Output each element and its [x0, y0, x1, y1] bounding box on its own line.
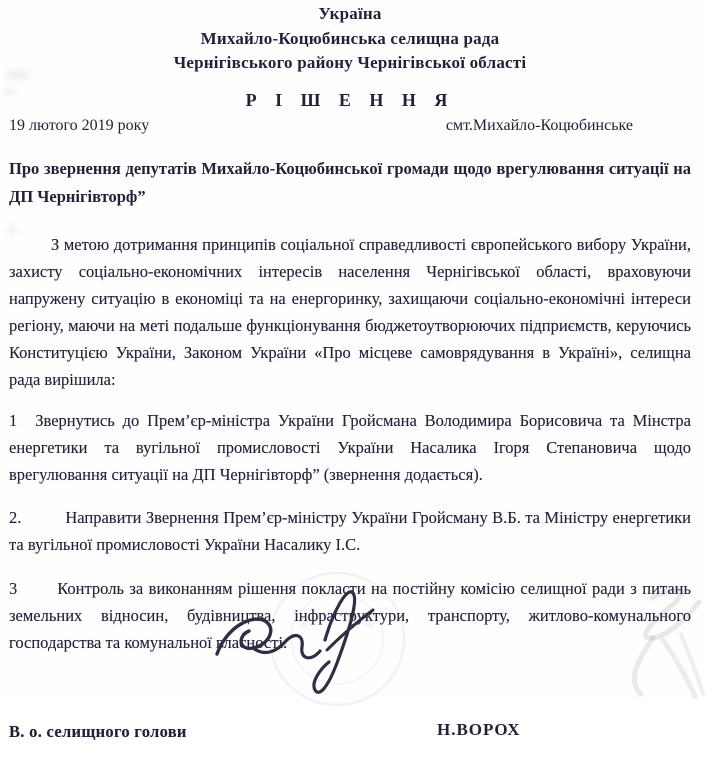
- signer-name: Н.ВОРОХ: [437, 719, 521, 739]
- resolution-item: [9, 407, 691, 488]
- subject-line: Про звернення депутатів Михайло-Коцюбинської громади щодо врегулювання ситуації на ДП Чернігівторф”: [9, 158, 691, 206]
- item-text: Направити Звернення Прем’єр-міністру України Гройсману В.Б. та Міністру енергетики та вугільної промисловості України Насалику І.С.: [9, 508, 691, 554]
- document-type-heading: Р І Ш Е Н Н Я: [245, 89, 455, 110]
- council-line: Михайло-Коцюбинська селищна рада: [200, 28, 500, 48]
- date-place-row: [9, 115, 691, 137]
- item-number: 3: [9, 578, 18, 598]
- item-number: 2.: [9, 508, 22, 527]
- document-date: 19 лютого 2019 року: [9, 116, 150, 134]
- document-place: смт.Михайло-Коцюбинське: [445, 116, 633, 134]
- region-line: Чернігівського району Чернігівської області: [173, 53, 527, 72]
- item-number: 1: [9, 410, 18, 430]
- handwritten-signature: [207, 578, 382, 700]
- country-line: Україна: [318, 4, 382, 23]
- resolution-item: [9, 504, 691, 558]
- item-text: Звернутись до Прем’єр-міністра України Гройсмана Володимира Борисовича та Мінстра енергетики та вугільної промисловості України Насалика Ігоря Степановича щодо врегулювання ситуації на ДП Чернігівторф” (звернення додається).: [9, 410, 691, 484]
- scanned-decision-document: [3, 0, 703, 741]
- preamble-paragraph: З метою дотримання принципів соціальної справедливості європейського вибору України, захисту соціально-економічних інтересів населення Чернігівської області, враховуючи напружену ситуацію в економіці та на енергоринку, захищаючи соціально-економічні інтереси регіону, маючи на меті подальше функціонування бюджетоутворюючих підприємств, керуючись Конституцією України, Законом України «Про місцеве самоврядування в Україні», селищна рада вирішила:: [9, 234, 691, 389]
- item-text: Контроль за виконанням рішення покласти на постійну комісію селищної ради з питань земельних відносин, будівництва, інфраструктури, транспорту, житлово-комунального господарства та комунальної власності.: [9, 578, 691, 652]
- signer-title: В. о. селищного голови: [9, 721, 187, 741]
